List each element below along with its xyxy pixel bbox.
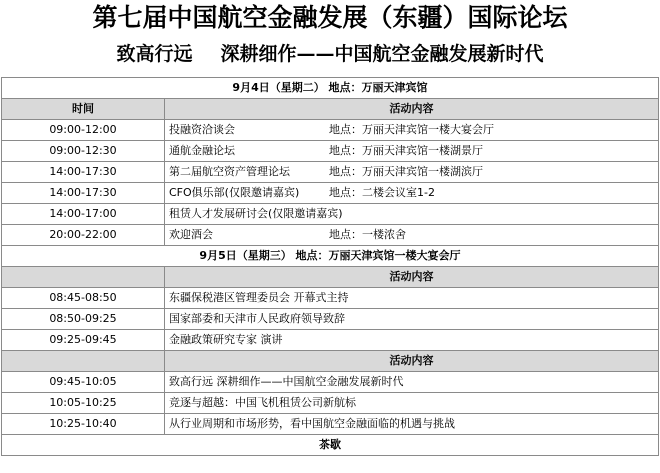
row-activity: 金融政策研究专家 演讲 bbox=[165, 330, 659, 351]
row-time: 14:00-17:30 bbox=[2, 162, 165, 183]
col-header-time: 时间 bbox=[2, 99, 165, 120]
row-activity: CFO俱乐部(仅限邀请嘉宾) bbox=[169, 186, 300, 199]
row-activity: 竞逐与超越：中国飞机租赁公司新航标 bbox=[165, 393, 659, 414]
day2-banner: 9月5日（星期三） 地点：万丽天津宾馆一楼大宴会厅 bbox=[2, 246, 659, 267]
row-time: 14:00-17:30 bbox=[2, 183, 165, 204]
row-activity: 租赁人才发展研讨会(仅限邀请嘉宾) bbox=[169, 207, 343, 220]
page-subtitle bbox=[0, 41, 660, 67]
col-header-activity: 活动内容 bbox=[165, 351, 659, 372]
row-time: 14:00-17:00 bbox=[2, 204, 165, 225]
row-time: 09:25-09:45 bbox=[2, 330, 165, 351]
row-time: 10:25-10:40 bbox=[2, 414, 165, 435]
row-time: 08:45-08:50 bbox=[2, 288, 165, 309]
row-activity: 第二届航空资产管理论坛 bbox=[169, 165, 290, 178]
col-header-activity: 活动内容 bbox=[165, 99, 659, 120]
row-time: 20:00-22:00 bbox=[2, 225, 165, 246]
agenda-table bbox=[1, 77, 659, 456]
row-time: 09:00-12:00 bbox=[2, 120, 165, 141]
row-location: 地点：万丽天津宾馆一楼湖滨厅 bbox=[329, 165, 483, 178]
table-row bbox=[2, 183, 659, 204]
row-activity: 通航金融论坛 bbox=[169, 144, 235, 157]
row-time: 08:50-09:25 bbox=[2, 309, 165, 330]
row-time: 10:05-10:25 bbox=[2, 393, 165, 414]
row-location: 地点：一楼浓舍 bbox=[329, 228, 406, 241]
col-header-activity: 活动内容 bbox=[165, 267, 659, 288]
row-activity: 欢迎酒会 bbox=[169, 228, 213, 241]
row-time: 09:45-10:05 bbox=[2, 372, 165, 393]
table-row bbox=[2, 120, 659, 141]
row-activity: 从行业周期和市场形势，看中国航空金融面临的机遇与挑战 bbox=[165, 414, 659, 435]
subtitle-left: 致高行远 bbox=[116, 43, 193, 65]
tea-break: 茶歇 bbox=[2, 435, 659, 456]
table-row bbox=[2, 141, 659, 162]
subtitle-right: 深耕细作——中国航空金融发展新时代 bbox=[220, 43, 544, 65]
table-row bbox=[2, 309, 659, 330]
row-time: 09:00-12:30 bbox=[2, 141, 165, 162]
row-location: 地点：万丽天津宾馆一楼大宴会厅 bbox=[329, 123, 494, 136]
table-row bbox=[2, 414, 659, 435]
table-row bbox=[2, 288, 659, 309]
row-activity: 东疆保税港区管理委员会 开幕式主持 bbox=[165, 288, 659, 309]
row-location: 地点：万丽天津宾馆一楼湖景厅 bbox=[329, 144, 483, 157]
row-activity: 投融资洽谈会 bbox=[169, 123, 235, 136]
page-title: 第七届中国航空金融发展（东疆）国际论坛 bbox=[92, 3, 568, 32]
table-row bbox=[2, 225, 659, 246]
table-row bbox=[2, 204, 659, 225]
day1-banner: 9月4日（星期二） 地点：万丽天津宾馆 bbox=[2, 78, 659, 99]
table-row bbox=[2, 372, 659, 393]
table-row bbox=[2, 330, 659, 351]
row-activity: 国家部委和天津市人民政府领导致辞 bbox=[165, 309, 659, 330]
col-header-time-empty bbox=[2, 267, 165, 288]
col-header-time-empty bbox=[2, 351, 165, 372]
row-location: 地点：二楼会议室1-2 bbox=[329, 186, 435, 199]
row-activity: 致高行远 深耕细作——中国航空金融发展新时代 bbox=[165, 372, 659, 393]
table-row bbox=[2, 393, 659, 414]
table-row bbox=[2, 162, 659, 183]
